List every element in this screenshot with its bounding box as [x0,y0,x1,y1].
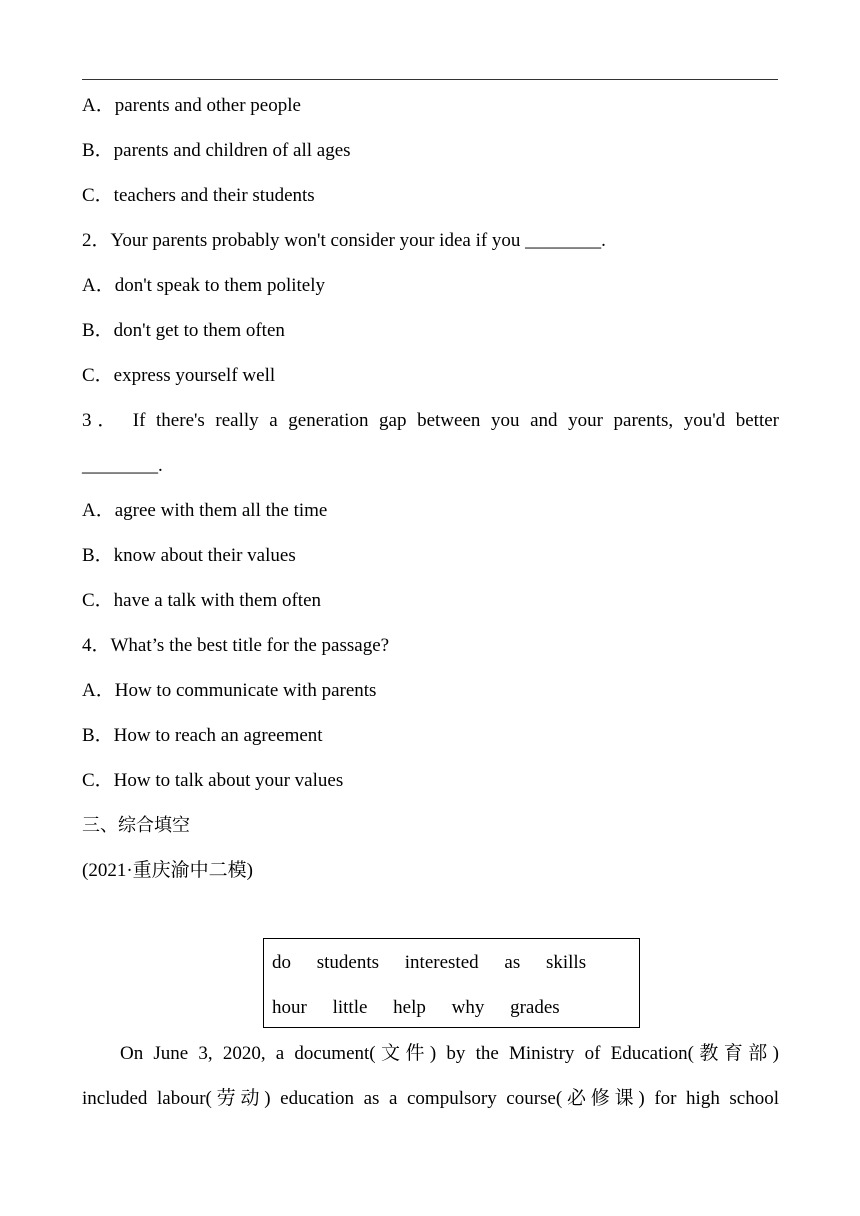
word-bank-item: students [316,952,380,973]
section-title: 三、综合填空 [82,815,190,836]
word-bank-row-2 [272,996,560,1020]
word-bank-item: hour [272,997,307,1018]
passage-line-1: On June 3, 2020, a document(文件) by the Ministry of Education(教育部) [120,1043,779,1064]
word-bank-box [263,938,640,1028]
q4-stem: 4．What’s the best title for the passage? [82,635,390,656]
word-bank-item: help [393,997,426,1018]
q4-option-c: C．How to talk about your values [82,770,344,791]
word-bank-item: little [332,997,368,1018]
q1-option-a: A．parents and other people [82,95,301,116]
word-bank-item: interested [404,952,479,973]
passage-line-2: included labour(劳动) education as a compulsory course(必修课) for high school [82,1088,779,1109]
q3-option-b: B．know about their values [82,545,296,566]
source-note: (2021·重庆渝中二模) [82,860,253,881]
q1-option-b: B．parents and children of all ages [82,140,351,161]
q2-option-b: B．don't get to them often [82,320,285,341]
q3-option-c: C．have a talk with them often [82,590,322,611]
q4-option-a: A．How to communicate with parents [82,680,377,701]
q2-option-a: A．don't speak to them politely [82,275,326,296]
header-rule [82,79,778,80]
word-bank-item: do [272,952,291,973]
word-bank-item: as [504,952,521,973]
q2-stem: 2．Your parents probably won't consider your idea if you ________. [82,230,606,251]
q4-option-b: B．How to reach an agreement [82,725,323,746]
word-bank-item: skills [545,952,587,973]
q1-option-c: C．teachers and their students [82,185,315,206]
q2-option-c: C．express yourself well [82,365,276,386]
word-bank-item: why [451,997,485,1018]
word-bank-row-1 [272,951,586,975]
q3-stem-line1: 3． If there's really a generation gap between you and your parents, you'd better [82,410,779,431]
q3-option-a: A．agree with them all the time [82,500,328,521]
word-bank-item: grades [510,997,560,1018]
q3-stem-line2: ________. [82,455,163,476]
